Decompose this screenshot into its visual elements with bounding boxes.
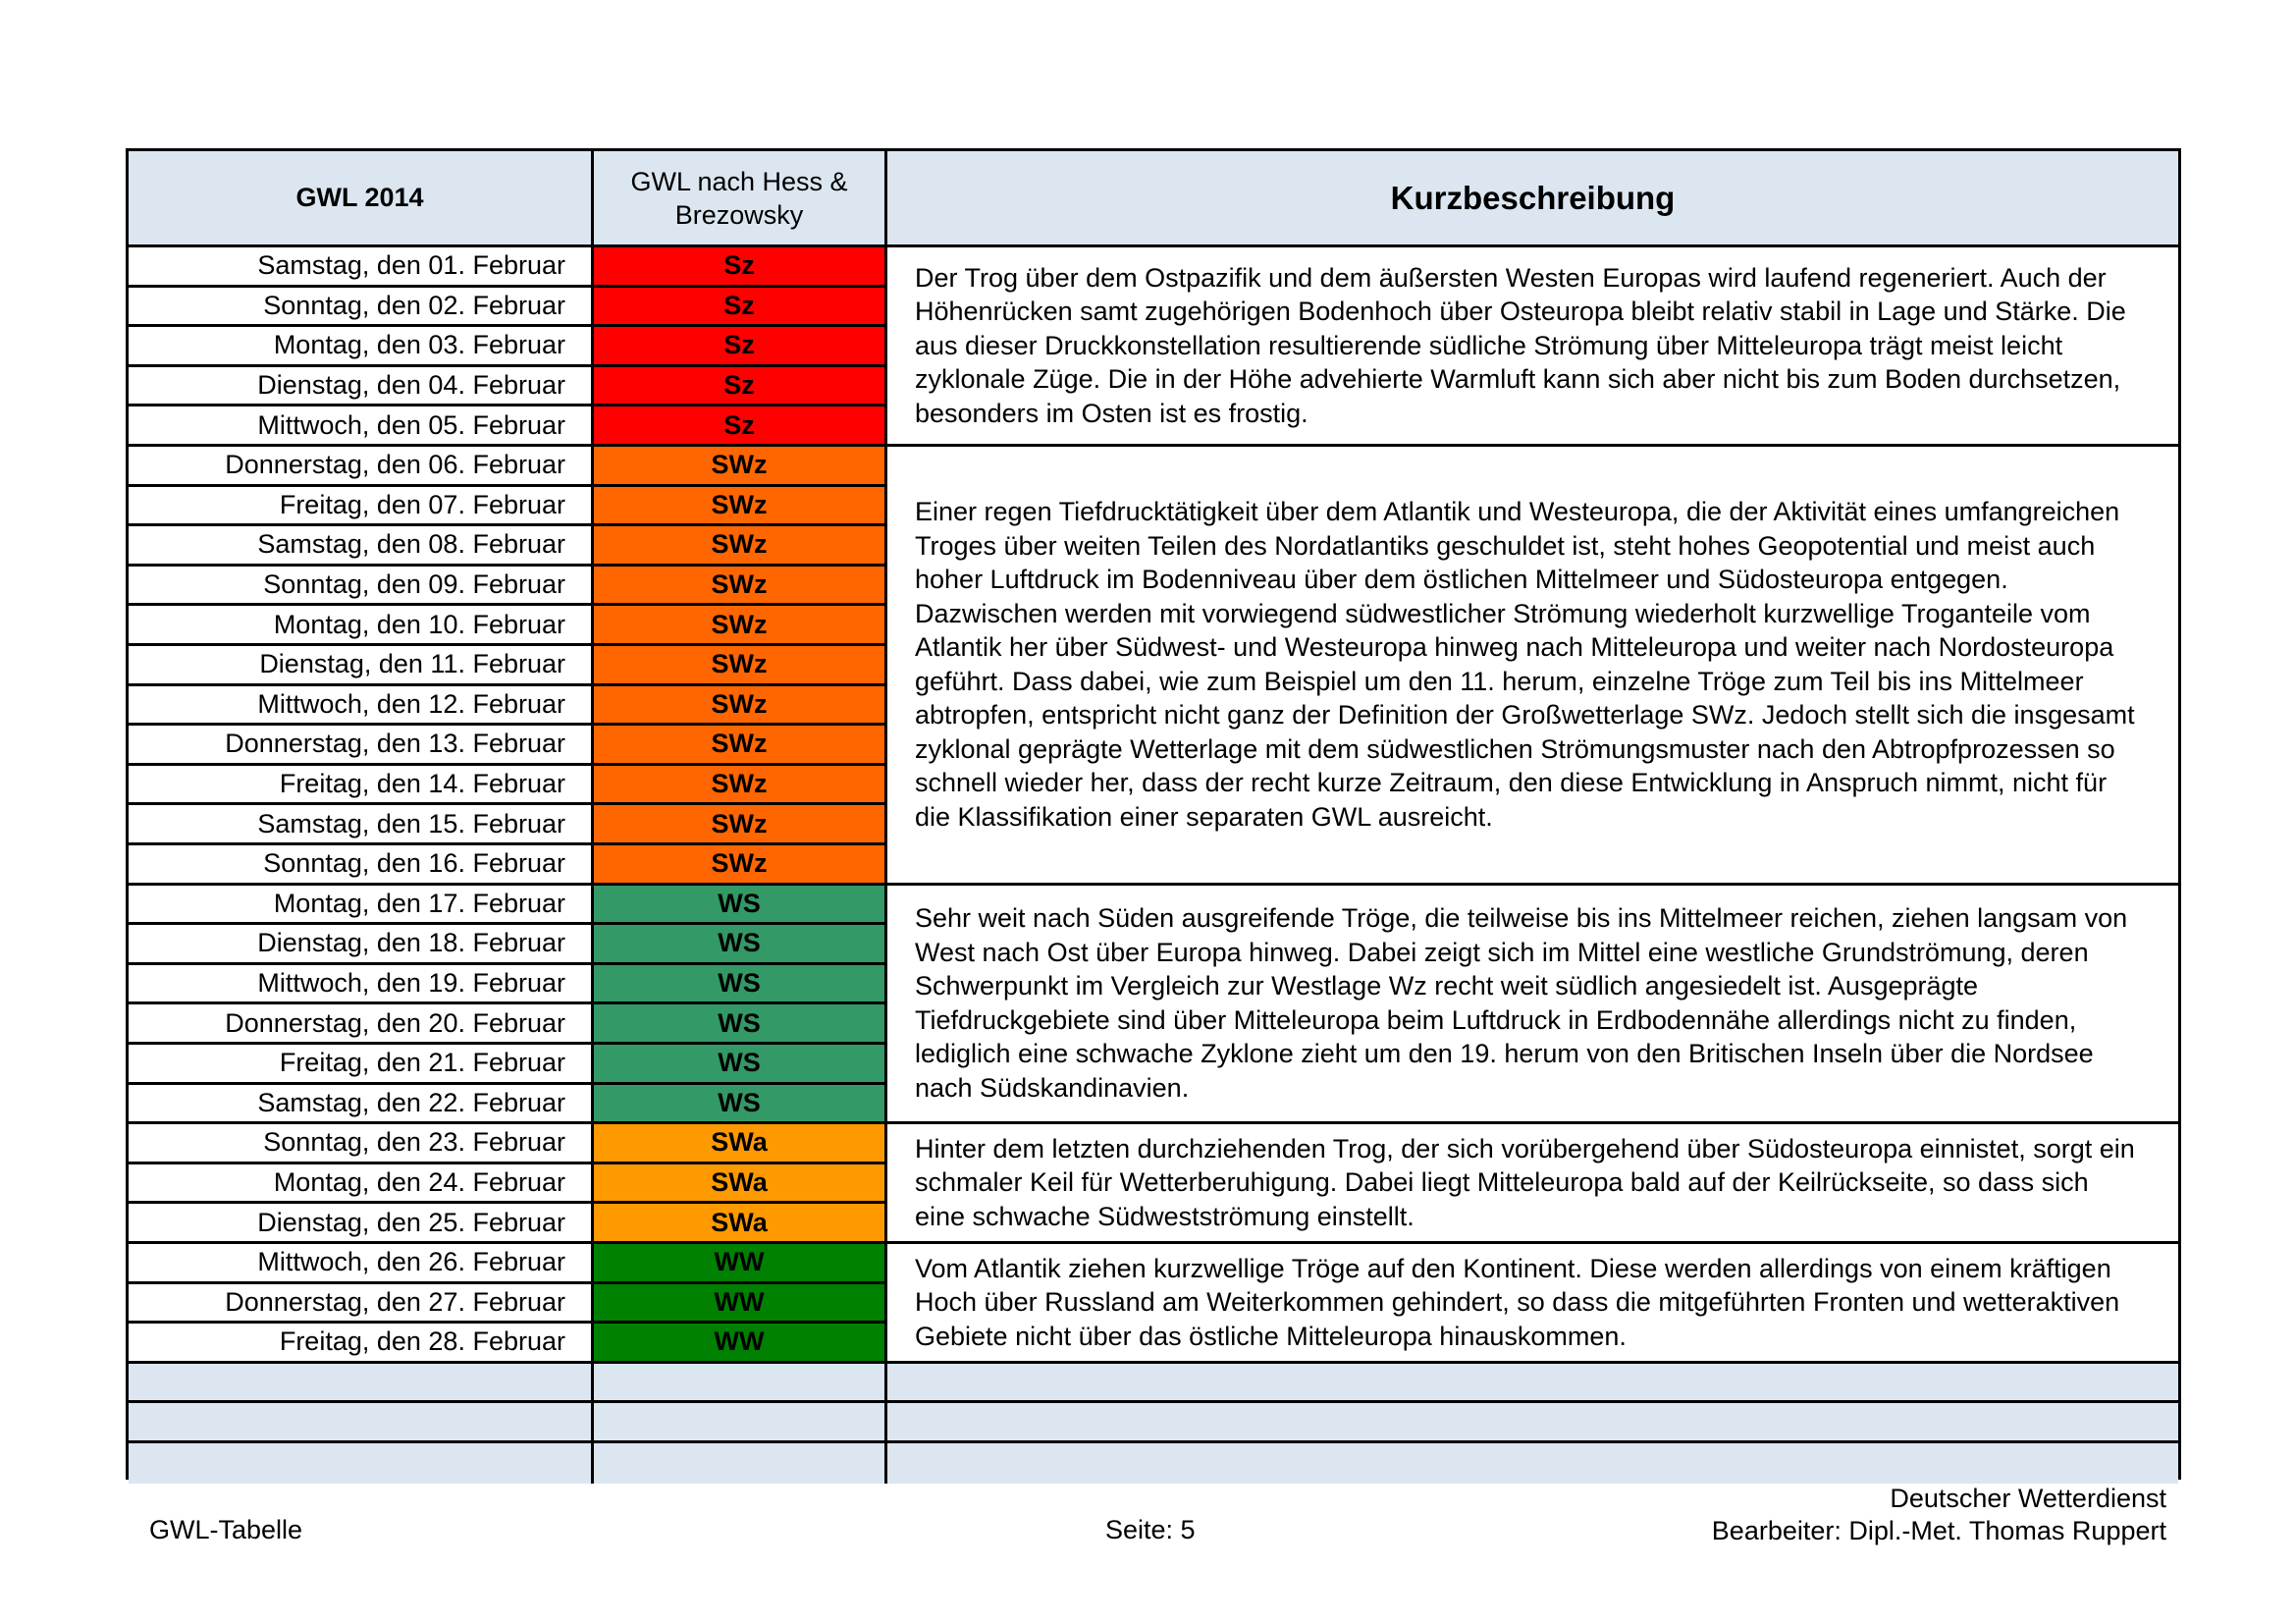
- gwl-code-cell: SWz: [594, 606, 887, 646]
- date-cell: Samstag, den 22. Februar: [129, 1085, 594, 1125]
- header-description: Kurzbeschreibung: [887, 151, 2178, 247]
- description-line: Schwerpunkt im Vergleich zur Westlage Wz recht weit südlich angesiedelt ist. Ausgeprägte: [915, 971, 1979, 1001]
- gwl-code-cell: Sz: [594, 247, 887, 288]
- date-cell: Samstag, den 15. Februar: [129, 805, 594, 845]
- date-cell: Dienstag, den 25. Februar: [129, 1204, 594, 1244]
- empty-date-cell: [129, 1403, 594, 1443]
- description-cell: [887, 247, 2178, 447]
- empty-gwl-cell: [594, 1364, 887, 1404]
- empty-date-cell: [129, 1443, 594, 1484]
- header-gwl-classification-line2: Brezowsky: [674, 199, 804, 230]
- gwl-code-cell: SWz: [594, 686, 887, 727]
- description-line: lediglich eine schwache Zyklone zieht um den 19. herum von den Britischen Inseln über die Nordsee: [915, 1039, 2094, 1069]
- description-line: Gebiete nicht über das östliche Mitteleuropa hinauskommen.: [915, 1321, 1627, 1351]
- date-cell: Sonntag, den 09. Februar: [129, 567, 594, 607]
- header-gwl-year: GWL 2014: [129, 151, 594, 247]
- date-cell: Donnerstag, den 27. Februar: [129, 1284, 594, 1325]
- footer-document-name: GWL-Tabelle: [149, 1515, 303, 1544]
- description-line: Dazwischen werden mit vorwiegend südwestlicher Strömung wiederholt kurzwellige Troganteile vom: [915, 598, 2091, 628]
- description-line: Troges über weiten Teilen des Nordatlantiks geschuldet ist, steht hohes Geopotential und meist auch: [915, 530, 2096, 561]
- description-line: hoher Luftdruck im Bodenniveau über dem östlichen Mittelmeer und Südosteuropa entgegen.: [915, 565, 2008, 595]
- date-cell: Mittwoch, den 26. Februar: [129, 1244, 594, 1284]
- description-line: geführt. Dass dabei, wie zum Beispiel um den 11. herum, einzelne Tröge zum Teil bis ins Mittelmeer: [915, 666, 2084, 696]
- gwl-code-cell: Sz: [594, 367, 887, 407]
- gwl-code-cell: WS: [594, 1085, 887, 1125]
- date-cell: Mittwoch, den 19. Februar: [129, 965, 594, 1005]
- description-line: Tiefdruckgebiete sind über Mitteleuropa beim Luftdruck in Erdbodennähe allerdings nicht zu finden,: [915, 1004, 2077, 1035]
- footer-editor: Bearbeiter: Dipl.-Met. Thomas Ruppert: [1711, 1516, 2166, 1545]
- description-line: besonders im Osten ist es frostig.: [915, 398, 1308, 428]
- date-cell: Donnerstag, den 06. Februar: [129, 447, 594, 487]
- empty-description-cell: [887, 1443, 2178, 1484]
- description-line: schmaler Keil für Wetterberuhigung. Dabei liegt Mitteleuropa bald auf der Keilrückseite, so dass sich: [915, 1167, 2089, 1198]
- description-line: zyklonal geprägte Wetterlage mit dem südwestlichen Strömungsmuster nach den Abtropfprozessen so: [915, 733, 2115, 764]
- description-line: schnell wieder her, dass der recht kurze Zeitraum, den diese Entwicklung in Anspruch nimmt, nicht für: [915, 768, 2108, 798]
- description-cell: [887, 1244, 2178, 1364]
- empty-date-cell: [129, 1364, 594, 1404]
- gwl-code-cell: SWa: [594, 1124, 887, 1164]
- date-cell: Sonntag, den 02. Februar: [129, 288, 594, 328]
- date-cell: Montag, den 03. Februar: [129, 327, 594, 367]
- description-line: die Klassifikation einer separaten GWL ausreicht.: [915, 801, 1493, 832]
- gwl-code-cell: WS: [594, 1045, 887, 1085]
- date-cell: Montag, den 17. Februar: [129, 886, 594, 926]
- gwl-code-cell: Sz: [594, 406, 887, 447]
- gwl-code-cell: WS: [594, 1004, 887, 1045]
- gwl-code-cell: SWz: [594, 487, 887, 527]
- gwl-code-cell: SWa: [594, 1204, 887, 1244]
- gwl-code-cell: WW: [594, 1284, 887, 1325]
- gwl-code-cell: SWz: [594, 845, 887, 886]
- gwl-code-cell: Sz: [594, 288, 887, 328]
- description-line: abtropfen, entspricht nicht ganz der Definition der Großwetterlage SWz. Jedoch stellt sich die insgesamt: [915, 700, 2135, 730]
- description-cell: [887, 1124, 2178, 1244]
- description-line: Vom Atlantik ziehen kurzwellige Tröge auf den Kontinent. Diese werden allerdings von einem kräftigen: [915, 1253, 2111, 1283]
- description-line: Sehr weit nach Süden ausgreifende Tröge, die teilweise bis ins Mittelmeer reichen, ziehen langsam von: [915, 903, 2128, 934]
- footer-author-block: [1712, 1483, 2166, 1547]
- footer-organization: Deutscher Wetterdienst: [1890, 1484, 2166, 1513]
- gwl-code-cell: WW: [594, 1324, 887, 1364]
- date-cell: Montag, den 10. Februar: [129, 606, 594, 646]
- date-cell: Montag, den 24. Februar: [129, 1164, 594, 1205]
- description-line: Einer regen Tiefdrucktätigkeit über dem Atlantik und Westeuropa, die der Aktivität eines umfangreichen: [915, 497, 2120, 527]
- description-line: Atlantik her über Südwest- und Westeuropa hinweg nach Mitteleuropa und weiter nach Nordosteuropa: [915, 632, 2114, 663]
- date-cell: Donnerstag, den 13. Februar: [129, 726, 594, 766]
- header-gwl-classification: [594, 151, 887, 247]
- empty-description-cell: [887, 1364, 2178, 1404]
- date-cell: Mittwoch, den 05. Februar: [129, 406, 594, 447]
- date-cell: Donnerstag, den 20. Februar: [129, 1004, 594, 1045]
- gwl-code-cell: SWz: [594, 646, 887, 686]
- footer-page-number: Seite: 5: [1105, 1515, 1196, 1544]
- description-line: aus dieser Druckkonstellation resultierende südliche Strömung über Mitteleuropa trägt meist leicht: [915, 330, 2063, 360]
- gwl-code-cell: SWz: [594, 567, 887, 607]
- date-cell: Freitag, den 28. Februar: [129, 1324, 594, 1364]
- gwl-code-cell: SWa: [594, 1164, 887, 1205]
- gwl-code-cell: WS: [594, 925, 887, 965]
- gwl-code-cell: SWz: [594, 766, 887, 806]
- description-line: West nach Ost über Europa hinweg. Dabei zeigt sich im Mittel eine westliche Grundströmung, deren: [915, 937, 2089, 967]
- description-cell: [887, 886, 2178, 1125]
- description-line: Höhenrücken samt zugehörigen Bodenhoch über Osteuropa bleibt relativ stabil in Lage und Stärke. Die: [915, 297, 2126, 327]
- date-cell: Dienstag, den 18. Februar: [129, 925, 594, 965]
- date-cell: Sonntag, den 16. Februar: [129, 845, 594, 886]
- empty-gwl-cell: [594, 1443, 887, 1484]
- empty-gwl-cell: [594, 1403, 887, 1443]
- date-cell: Sonntag, den 23. Februar: [129, 1124, 594, 1164]
- date-cell: Freitag, den 21. Februar: [129, 1045, 594, 1085]
- gwl-code-cell: SWz: [594, 447, 887, 487]
- gwl-table: [126, 148, 2181, 1480]
- date-cell: Samstag, den 08. Februar: [129, 526, 594, 567]
- gwl-code-cell: WS: [594, 965, 887, 1005]
- empty-description-cell: [887, 1403, 2178, 1443]
- date-cell: Samstag, den 01. Februar: [129, 247, 594, 288]
- description-line: Der Trog über dem Ostpazifik und dem äußersten Westen Europas wird laufend regeneriert. Auch der: [915, 262, 2107, 293]
- header-gwl-classification-line1: GWL nach Hess &: [630, 166, 848, 196]
- description-line: Hinter dem letzten durchziehenden Trog, der sich vorübergehend über Südosteuropa einnistet, sorgt ein: [915, 1133, 2135, 1163]
- gwl-code-cell: SWz: [594, 726, 887, 766]
- gwl-code-cell: Sz: [594, 327, 887, 367]
- description-line: nach Südskandinavien.: [915, 1072, 1190, 1103]
- date-cell: Mittwoch, den 12. Februar: [129, 686, 594, 727]
- description-line: zyklonale Züge. Die in der Höhe advehierte Warmluft kann sich aber nicht bis zum Boden durchsetzen,: [915, 364, 2121, 395]
- date-cell: Dienstag, den 04. Februar: [129, 367, 594, 407]
- gwl-code-cell: WW: [594, 1244, 887, 1284]
- gwl-code-cell: WS: [594, 886, 887, 926]
- description-line: eine schwache Südwestströmung einstellt.: [915, 1201, 1415, 1231]
- date-cell: Freitag, den 14. Februar: [129, 766, 594, 806]
- description-line: Hoch über Russland am Weiterkommen gehindert, so dass die mitgeführten Fronten und wetteraktiven: [915, 1287, 2120, 1318]
- date-cell: Dienstag, den 11. Februar: [129, 646, 594, 686]
- gwl-code-cell: SWz: [594, 805, 887, 845]
- description-cell: [887, 447, 2178, 886]
- date-cell: Freitag, den 07. Februar: [129, 487, 594, 527]
- gwl-code-cell: SWz: [594, 526, 887, 567]
